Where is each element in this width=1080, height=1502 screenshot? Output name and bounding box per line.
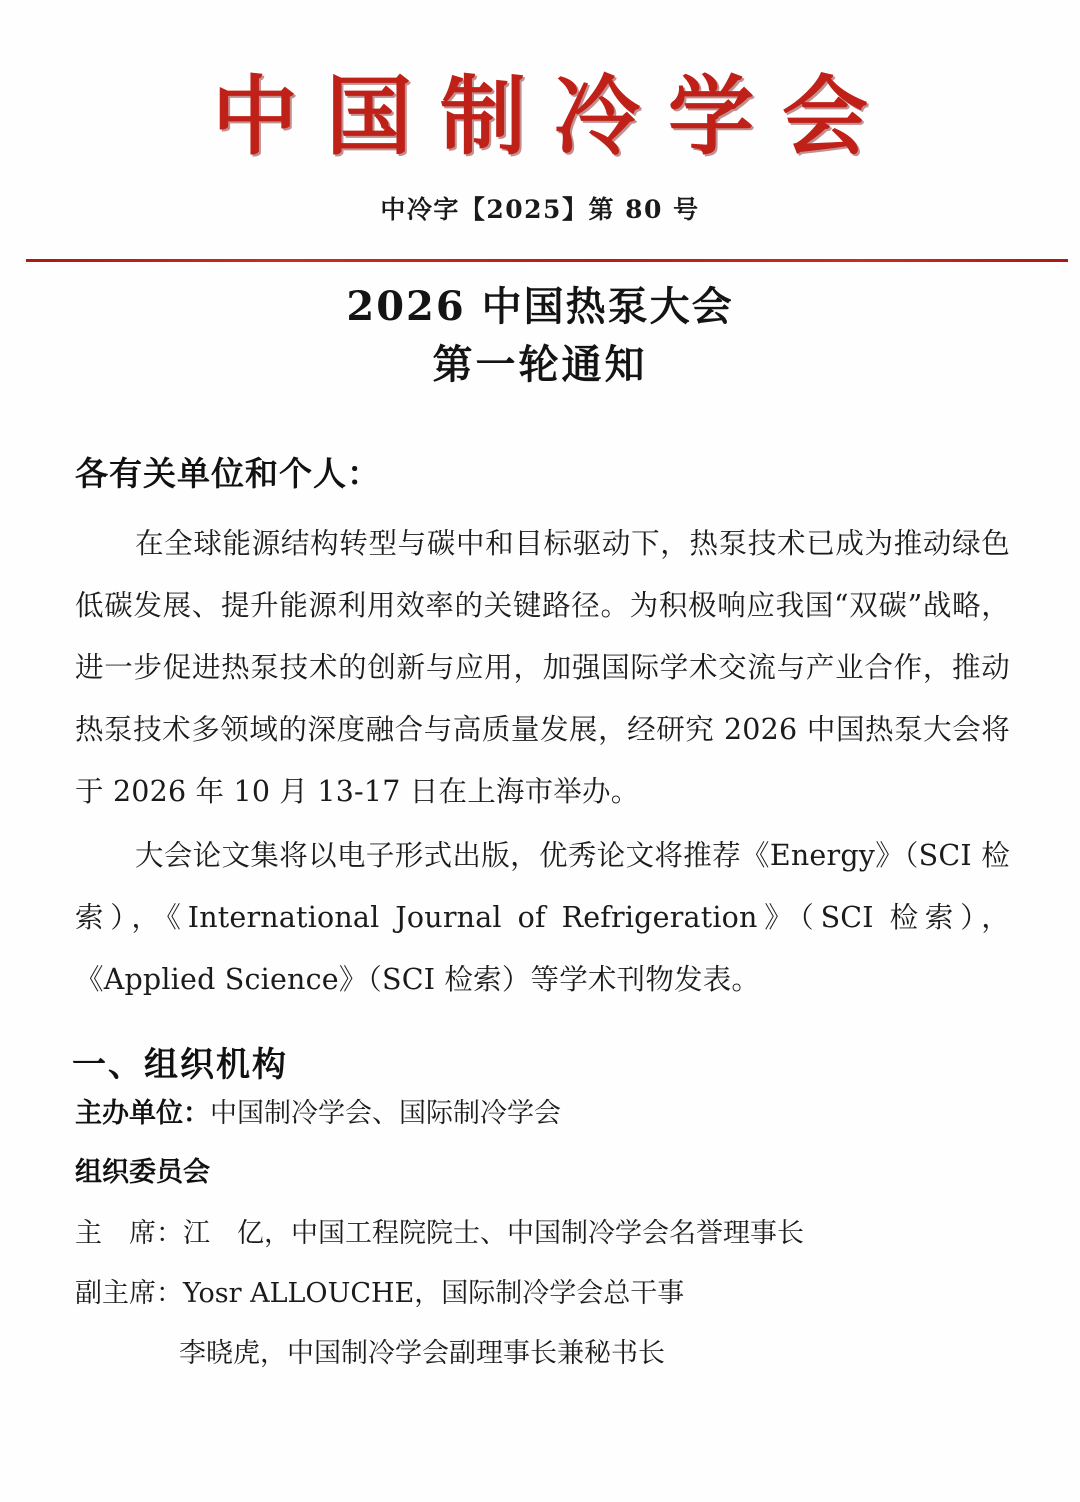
host-unit-label: 主办单位： [75,1098,210,1129]
body-paragraph-1: 在全球能源结构转型与碳中和目标驱动下，热泵技术已成为推动绿色低碳发展、提升能源利用效率的关键路径。为积极响应我国“双碳”战略，进一步促进热泵技术的创新与应用，加强国际学术交流与产业合作，推动热泵技术多领域的深度融合与高质量发展，经研究 2026 中国热泵大会将于 2026 年 10 月 13-17 日在上海市举办。 [75,527,1010,808]
roster-name-vice-chair-secondary: 李晓虎，中国制冷学会副理事长兼秘书长 [179,1338,665,1369]
host-unit-value: 中国制冷学会、国际制冷学会 [210,1098,561,1129]
host-unit-line [75,1086,1010,1142]
body-content [0,448,1080,1011]
roster-name-chair: 江 亿，中国工程院院士、中国制冷学会名誉理事长 [183,1218,804,1249]
roster-item-chair [75,1204,1010,1264]
letterhead [0,0,1080,226]
organization-name: 中国制冷学会 [212,66,896,167]
document-number: 中冷字【2025】第 80 号 [380,195,700,224]
roster-name-vice-chair: Yosr ALLOUCHE，国际制冷学会总干事 [183,1278,685,1309]
roster-item-vice-chair [75,1264,1010,1324]
title-line-2: 第一轮通知 [432,341,648,388]
organization-details [0,1086,1080,1384]
salutation: 各有关单位和个人： [75,454,381,493]
section-heading-organization: 一、组织机构 [72,1045,288,1085]
committee-heading: 组织委员会 [75,1157,210,1188]
roster-role-chair: 主 席： [75,1218,183,1249]
title-line-1: 2026 中国热泵大会 [346,283,734,330]
page-title [0,278,1080,394]
roster-item-vice-chair-secondary [75,1324,1010,1384]
red-divider-rule [26,259,1068,262]
roster-role-vice-chair: 副主席： [75,1278,183,1309]
body-paragraph-2: 大会论文集将以电子形式出版，优秀论文将推荐《Energy》（SCI 检索），《International Journal of Refrigeration》（SCI 检索），《Applied Science》（SCI 检索）等学术刊物发表。 [75,839,1010,996]
